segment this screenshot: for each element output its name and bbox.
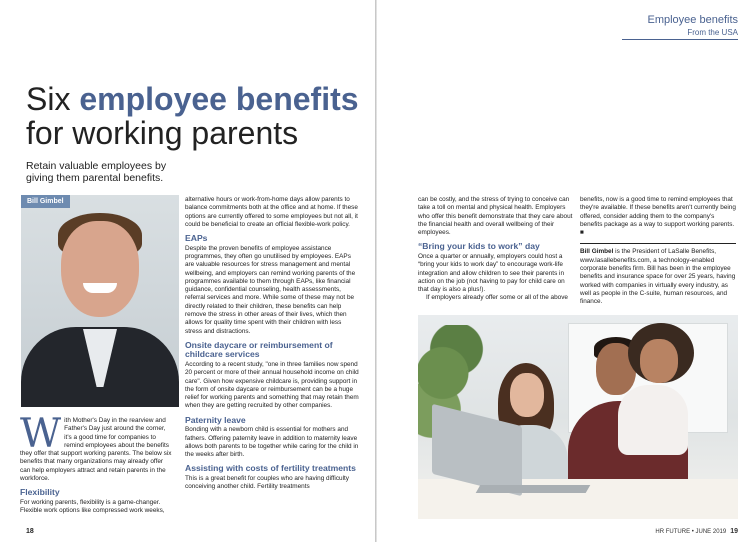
- column-four: [580, 196, 736, 307]
- heading-bring-kids: “Bring your kids to work” day: [418, 241, 540, 252]
- title-plain: Six: [26, 81, 80, 117]
- section-rule: [622, 39, 738, 40]
- daycare-text: According to a recent study, "one in three families now spend 20 percent or more of their annual household income on child care". Given how expensive childcare is, providing support in the form of onsite daycare or reimbursement can be a huge relief for working parents and something that may retain them when they are getting recruited by other companies.: [185, 360, 359, 410]
- page-number-right: 19: [730, 528, 738, 535]
- author-photo: [21, 195, 179, 407]
- girl-face: [640, 339, 678, 383]
- photo-smile: [83, 283, 117, 293]
- paternity-text: Bonding with a newborn child is essential for mothers and fathers. Offering paternity leave in addition to maternity leave allows both parents to be together while caring for the child in the weeks after birth.: [185, 426, 359, 459]
- photo-face: [61, 221, 139, 317]
- article-title: [26, 82, 359, 150]
- girl-body: [618, 385, 688, 455]
- photo-caption: Bill Gimbel: [21, 195, 70, 208]
- heading-fertility: Assisting with costs of fertility treatments: [185, 463, 356, 474]
- heading-eaps: EAPs: [185, 233, 208, 244]
- fertility-text: This is a great benefit for couples who are having difficulty conceiving another child. Fertility treatments: [185, 474, 349, 491]
- bring-kids-text: Once a quarter or annually, employers could host a “bring your kids to work day” to encourage work-life integration and allow children to see their parents in action on the job (not having to pay for child care on that day is also a plus!).: [418, 252, 565, 294]
- page-number-left: 18: [26, 528, 34, 535]
- footer-magazine: HR FUTURE • JUNE 2019: [655, 529, 727, 535]
- bio-text: is the President of LaSalle Benefits, www.lasallebenefits.com, a technology-enabled corporate benefits firm. Bill has been in the employee benefits and insurance space for over 25 years, having worked with companies in virtually every industry, as well as people in the C-suite, human resources, and finance.: [580, 248, 736, 306]
- bio-name: Bill Gimbel: [580, 248, 614, 256]
- col3-paragraph: can be costly, and the stress of trying to conceive can take a toll on mental and physical health. Employers who offer this benefit demonstrate that they care about the financial health and overall wellbeing of their employees.: [418, 196, 573, 237]
- intro-column: [20, 411, 172, 515]
- dropcap: W: [20, 411, 62, 457]
- title-line2: for working parents: [26, 115, 299, 151]
- article-subtitle: Retain valuable employees by giving them parental benefits.: [26, 160, 167, 184]
- column-three: [418, 196, 574, 303]
- eaps-text: Despite the proven benefits of employee assistance programmes, they often go unutilised by employees. EAPs are valuable resources for stress management and mental wellbeing, and employers can remind working parents of the programmes available to them through EAPs, like financial guidance, confidential counseling, health assessments, referral services and more. While some of these may not be directly related to their children, these benefits can help remove the stress in other areas of their lives, which then allows for quality time spent with their children with less stress and distractions.: [185, 244, 356, 335]
- author-bio: [580, 248, 736, 306]
- laptop-base: [476, 485, 591, 493]
- bring-kids-text-2: If employers already offer some or all of the above: [426, 294, 568, 302]
- section-subtitle: From the USA: [687, 28, 738, 37]
- heading-flexibility: Flexibility: [20, 487, 60, 498]
- section-title: Employee benefits: [647, 14, 738, 26]
- column-two: [185, 196, 359, 492]
- heading-paternity: Paternity leave: [185, 414, 246, 425]
- flexibility-text: For working parents, flexibility is a game-changer. Flexible work options like compressed work weeks,: [20, 498, 165, 515]
- intro-text: ith Mother's Day in the rearview and Father's Day just around the corner, it's a good time for companies to remind employees about the benefits they offer that support working parents. The below six benefits that many organizations may already offer can help employers attract and retain parents in the workforce.: [20, 417, 172, 483]
- heading-daycare: Onsite daycare or reimbursement of childcare services: [185, 339, 333, 360]
- footer-right: [655, 528, 738, 535]
- col4-paragraph: benefits, now is a good time to remind employees that they're available. If these benefits aren't currently being offered, consider adding them to the company's benefits package as a way to support working parents. ■: [580, 196, 736, 237]
- woman-face: [510, 373, 544, 417]
- family-photo: [418, 315, 738, 519]
- section-header: [648, 14, 739, 37]
- col2-paragraph: alternative hours or work-from-home days allow parents to balance commitments both at the office and at home. If these options are currently offered to some employees but not all, it could be beneficial to create an official flexible-work policy.: [185, 196, 358, 228]
- bio-divider: [580, 243, 736, 244]
- title-emphasis: employee benefits: [79, 81, 359, 117]
